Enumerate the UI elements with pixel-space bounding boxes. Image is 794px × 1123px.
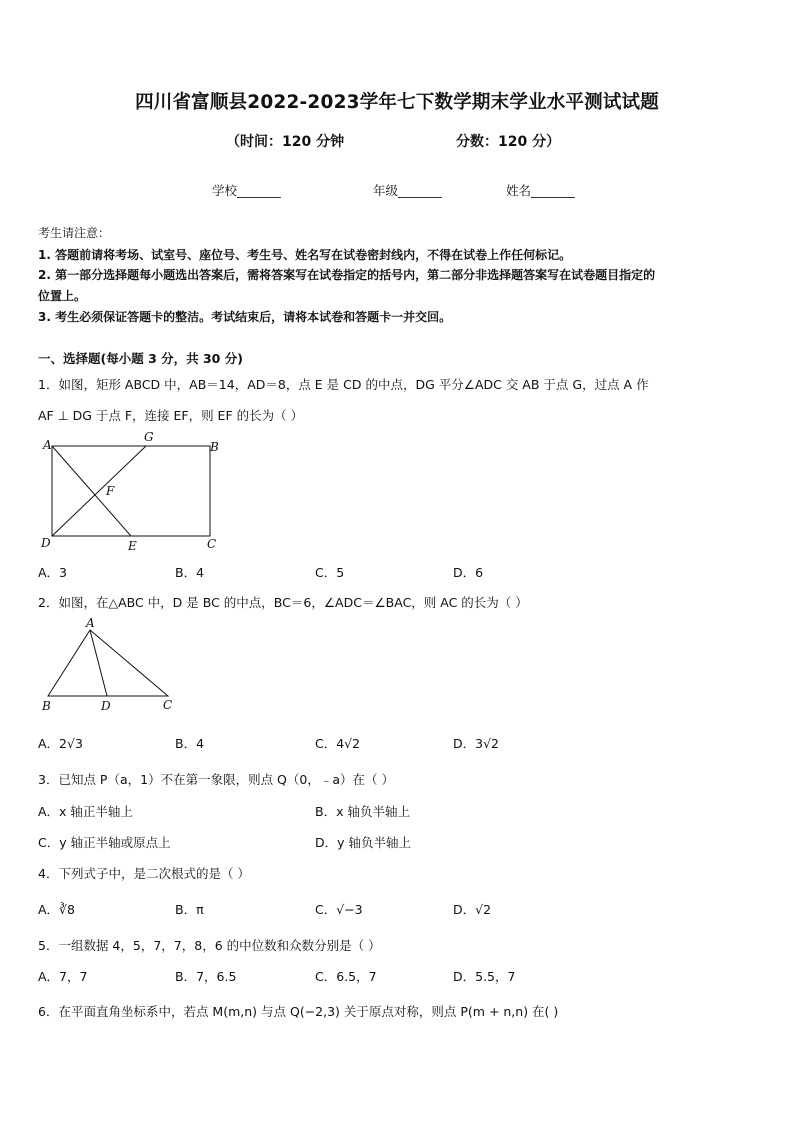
q4-option-c: C．√−3 (315, 902, 363, 917)
q6-text-line1: 6．在平面直角坐标系中，若点 M(m,n) 与点 Q(−2,3) 关于原点对称，则点 P(m + n,n) 在( ) (38, 1004, 559, 1019)
q4-text-line1: 4．下列式子中，是二次根式的是（ ） (38, 866, 250, 881)
q1-rectangle-figure (36, 428, 226, 556)
q5-option-c: C．6.5，7 (315, 969, 377, 984)
q5-text-line1: 5．一组数据 4，5，7，7，8，6 的中位数和众数分别是（ ） (38, 938, 381, 953)
q3-text-line1: 3．已知点 P（a，1）不在第一象限，则点 Q（0，﹣a）在（ ） (38, 772, 394, 787)
rect-abcd (52, 446, 210, 536)
q3-option-b: B．x 轴负半轴上 (315, 804, 410, 819)
label-d: D (41, 536, 51, 550)
q4-option-d: D．√2 (453, 902, 492, 917)
q3-option-a: A．x 轴正半轴上 (38, 804, 133, 819)
segment-ad (90, 630, 107, 696)
q5-option-d: D．5.5，7 (453, 969, 516, 984)
label-c: C (207, 537, 217, 551)
q4-option-a: A．∛8 (38, 902, 75, 917)
label-a: A (86, 618, 95, 630)
label-c: C (163, 698, 173, 712)
notice-item-2: 2. 第一部分选择题每小题选出答案后，需将答案写在试卷指定的括号内，第二部分非选择题答案写在试卷题目指定的 (38, 268, 656, 282)
q3-option-d: D．y 轴负半轴上 (315, 835, 411, 850)
q1-text-line2: AF ⊥ DG 于点 F，连接 EF，则 EF 的长为（ ） (38, 408, 304, 423)
q1-option-b: B．4 (175, 565, 205, 580)
q5-option-a: A．7，7 (38, 969, 88, 984)
notice-item-3: 3. 考生必须保证答题卡的整洁。考试结束后，请将本试卷和答题卡一并交回。 (38, 310, 452, 324)
q2-option-d: D．3√2 (453, 736, 499, 751)
q2-option-c: C．4√2 (315, 736, 361, 751)
section-heading: 一、选择题(每小题 3 分，共 30 分) (38, 351, 243, 366)
page-title: 四川省富顺县2022-2023学年七下数学期末学业水平测试试题 (135, 92, 659, 113)
triangle-abc (48, 630, 168, 696)
label-e: E (128, 539, 137, 553)
exam-time: （时间：120 分钟 (226, 134, 345, 150)
label-a: A (43, 438, 52, 452)
notice-item-1: 1. 答题前请将考场、试室号、座位号、考生号、姓名写在试卷密封线内，不得在试卷上作任何标记。 (38, 248, 572, 262)
notice-item-2-cont: 位置上。 (38, 289, 87, 303)
q1-option-a: A．3 (38, 565, 68, 580)
notice-heading: 考生请注意： (38, 226, 111, 240)
label-g: G (144, 430, 154, 444)
q3-option-c: C．y 轴正半轴或原点上 (38, 835, 171, 850)
exam-score: 分数：120 分） (456, 134, 561, 150)
label-b: B (42, 699, 51, 713)
q2-option-a: A．2√3 (38, 736, 83, 751)
q2-option-b: B．4 (175, 736, 205, 751)
q1-option-d: D．6 (453, 565, 484, 580)
label-b: B (210, 440, 219, 454)
q1-text-line1: 1．如图，矩形 ABCD 中，AB＝14，AD＝8，点 E 是 CD 的中点，DG 平分∠ADC 交 AB 于点 G，过点 A 作 (38, 377, 649, 392)
label-d: D (101, 699, 111, 713)
q1-option-c: C．5 (315, 565, 345, 580)
segment-dg (52, 446, 146, 536)
name-field: 姓名_______ (506, 183, 575, 198)
q2-triangle-figure (36, 618, 186, 714)
label-f: F (106, 484, 115, 498)
q5-option-b: B．7，6.5 (175, 969, 237, 984)
segment-af-e (52, 446, 131, 536)
grade-field: 年级_______ (373, 183, 442, 198)
q4-option-b: B．π (175, 902, 204, 917)
school-field: 学校_______ (212, 183, 281, 198)
q2-text-line1: 2．如图，在△ABC 中，D 是 BC 的中点，BC＝6，∠ADC＝∠BAC，则 AC 的长为（ ） (38, 595, 528, 610)
